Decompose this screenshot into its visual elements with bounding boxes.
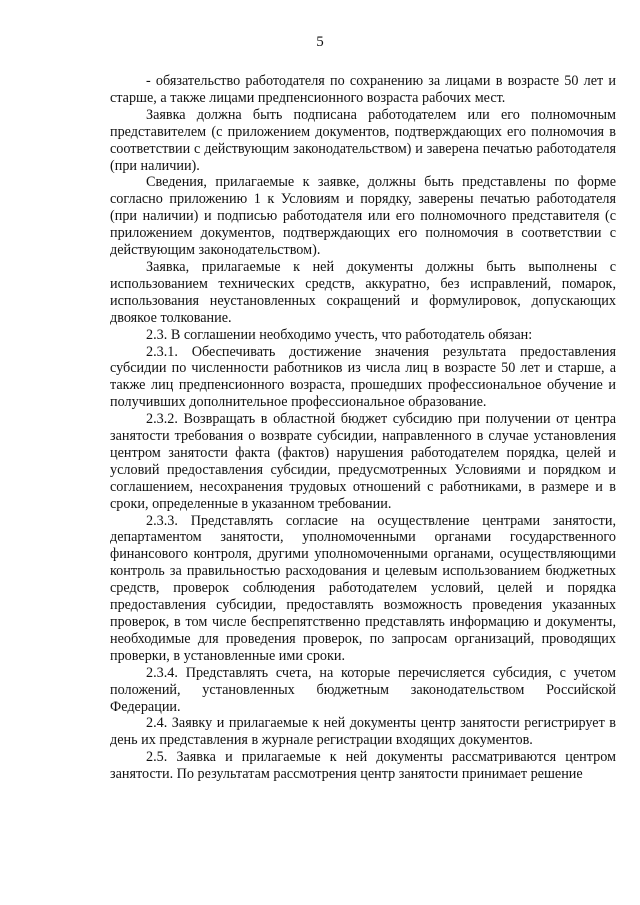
paragraph-application-format: Заявка, прилагаемые к ней документы должны быть выполнены с использованием технических средств, аккуратно, без исправлений, помарок, использования неустановленных сокращений и формулировок, допускающих двоякое толкование. xyxy=(110,258,616,326)
document-body xyxy=(110,73,616,783)
page-number: 5 xyxy=(316,34,324,50)
paragraph-attached-information: Сведения, прилагаемые к заявке, должны быть представлены по форме согласно приложению 1 к Условиям и порядку, заверены печатью работодателя (при наличии) и подписью работодателя или его полномочного представителя (с приложением документов, подтверждающих его полномочия в соответствии с действующим законодательством). xyxy=(110,174,616,259)
paragraph-2-4: 2.4. Заявку и прилагаемые к ней документы центр занятости регистрирует в день их представления в журнале регистрации входящих документов. xyxy=(110,715,616,749)
paragraph-2-3-2: 2.3.2. Возвращать в областной бюджет субсидию при получении от центра занятости требования о возврате субсидии, направленного в случае установления центром занятости факта (фактов) нарушения работодателем порядка, целей и условий предоставления субсидии, предусмотренных Условиями и порядком и соглашением, несохранения трудовых отношений с работниками, в размере и в сроки, определенные в указанном требовании. xyxy=(110,411,616,512)
paragraph-2-3-3: 2.3.3. Представлять согласие на осуществление центрами занятости, департаментом занятости, уполномоченными органами государственного финансового контроля, другими уполномоченными органами, осуществляющими контроль за правильностью расходования и целевым использованием бюджетных средств, проверок соблюдения работодателем условий, целей и порядка предоставления субсидии, предоставлять возможность проведения указанных проверок, в том числе беспрепятственно представлять информацию и документы, необходимые для проведения проверок, по запросам организаций, проводящих проверки, в установленные ими сроки. xyxy=(110,512,616,664)
paragraph-2-5: 2.5. Заявка и прилагаемые к ней документы рассматриваются центром занятости. По результатам рассмотрения центр занятости принимает решение xyxy=(110,749,616,783)
paragraph-application-signature: Заявка должна быть подписана работодателем или его полномочным представителем (с приложением документов, подтверждающих его полномочия в соответствии с действующим законодательством) и заверена печатью работодателя (при наличии). xyxy=(110,106,616,174)
paragraph-2-3-4: 2.3.4. Представлять счета, на которые перечисляется субсидия, с учетом положений, установленных бюджетным законодательством Российской Федерации. xyxy=(110,664,616,715)
paragraph-obligation-preserve-jobs: - обязательство работодателя по сохранению за лицами в возрасте 50 лет и старше, а также лицами предпенсионного возраста рабочих мест. xyxy=(110,73,616,106)
paragraph-2-3-1: 2.3.1. Обеспечивать достижение значения результата предоставления субсидии по численности работников из числа лиц в возрасте 50 лет и старше, а также лиц предпенсионного возраста, прошедших профессиональное обучение и получивших дополнительное профессиональное образование. xyxy=(110,343,616,411)
paragraph-2-3: 2.3. В соглашении необходимо учесть, что работодатель обязан: xyxy=(146,326,533,343)
